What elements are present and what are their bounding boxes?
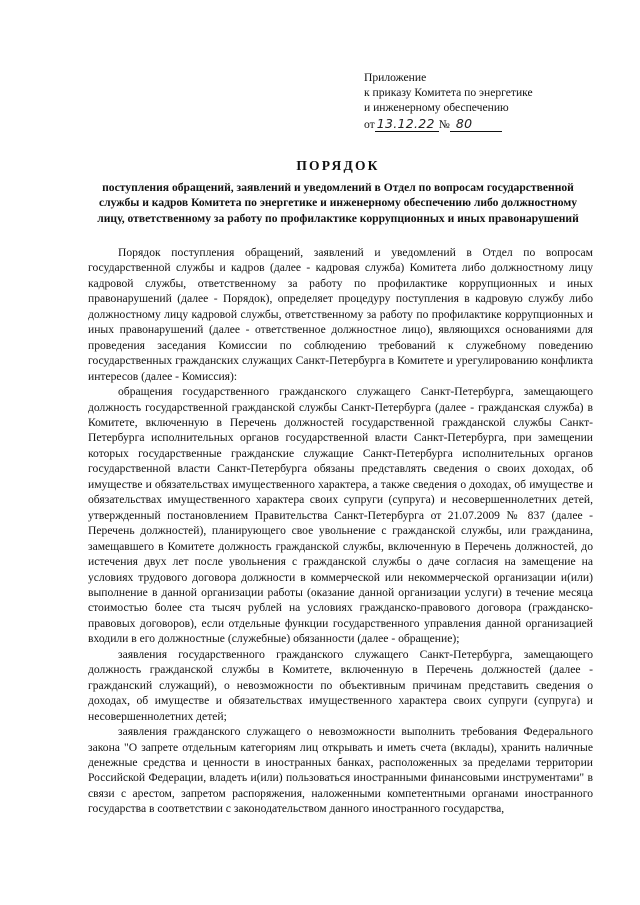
paragraph-appeal: обращения государственного гражданского служащего Санкт-Петербурга, замещающего должность государственной гражданской службы Санкт-Петербурга (далее - гражданская служба) в Комитете, включенную в Перечень должностей государственной гражданской службы Санкт-Петербурга исполнительных органов государственной власти Санкт-Петербурга, при замещении которых государственные гражданские служащие Санкт-Петербурга исполнительных органов государственной власти Санкт-Петербурга обязаны представлять сведения о своих доходах, об имуществе и обязательствах имущественного характера, а также сведения о доходах, об имуществе и обязательствах имущественного характера своих супруги (супруга) и несовершеннолетних детей, утвержденный постановлением Правительства Санкт-Петербурга от 21.07.2009 № 837 (далее - Перечень должностей), планирующего свое увольнение с гражданской службы, или гражданина, замещавшего в Комитете должность гражданской службы, включенную в Перечень должностей, до истечения двух лет после увольнения с гражданской службы о даче согласия на замещение на условиях трудового договора должности в коммерческой или некоммерческой организации и(или) выполнение в данной организации работы (оказание данной организации услуги) в течение месяца стоимостью более ста тысяч рублей на условиях гражданско-правового договора (гражданско-правовых договоров), если отдельные функции государственного управления данной организацией входили в его должностные (служебные) обязанности (далее - обращение); [88, 385, 593, 646]
appendix-order-reference: к приказу Комитета по энергетике [364, 86, 533, 100]
paragraph-statement-income: заявления государственного гражданского служащего Санкт-Петербурга, замещающего должность гражданской службы в Комитете, включенную в Перечень должностей (далее - гражданский служащий), о невозможности по объективным причинам представить сведения о доходах, об имуществе и обязательствах имущественного характера своих супруги (супруга) и несовершеннолетних детей; [88, 647, 593, 723]
document-subtitle: поступления обращений, заявлений и уведомлений в Отдел по вопросам государственной службы и кадров Комитета по энергетике и инженерному обеспечению либо должностному лицу, ответственному за работу по профилактике коррупционных и иных правонарушений [97, 181, 579, 225]
document-title-block [84, 158, 592, 226]
document-title: ПОРЯДОК [296, 158, 380, 173]
paragraph-intro: Порядок поступления обращений, заявлений и уведомлений в Отдел по вопросам государственной службы и кадров (далее - кадровая служба) Комитета либо должностному лицу кадровой службы, ответственному за работу по профилактике коррупционных и иных правонарушений (далее - Порядок), определяет процедуру поступления в кадровую службу либо должностному лицу кадровой службы, ответственному за работу по профилактике коррупционных и иных правонарушений (далее - ответственное должностное лицо), являющихся основаниями для проведения заседания Комиссии по соблюдению требований к служебному поведению государственных гражданских служащих Санкт-Петербурга в Комитете и урегулированию конфликта интересов (далее - Комиссия): [88, 246, 593, 383]
handwritten-number: 80 [450, 116, 502, 132]
appendix-date-number [364, 116, 624, 132]
date-prefix: от [364, 117, 375, 131]
appendix-header [364, 70, 624, 132]
document-body [88, 245, 593, 817]
handwritten-date: 13.12.22 [375, 116, 439, 132]
number-prefix: № [438, 117, 450, 131]
paragraph-statement-foreign-accounts: заявления гражданского служащего о невозможности выполнить требования Федерального закона "О запрете отдельным категориям лиц открывать и иметь счета (вклады), хранить наличные денежные средства и ценности в иностранных банках, расположенных за пределами территории Российской Федерации, владеть и(или) пользоваться иностранными финансовыми инструментами" в связи с арестом, запретом распоряжения, наложенными компетентными органами иностранного государства в соответствии с законодательством данного иностранного государства, [88, 725, 593, 816]
appendix-title: Приложение [364, 71, 427, 84]
appendix-order-reference-continued: и инженерному обеспечению [364, 101, 509, 115]
